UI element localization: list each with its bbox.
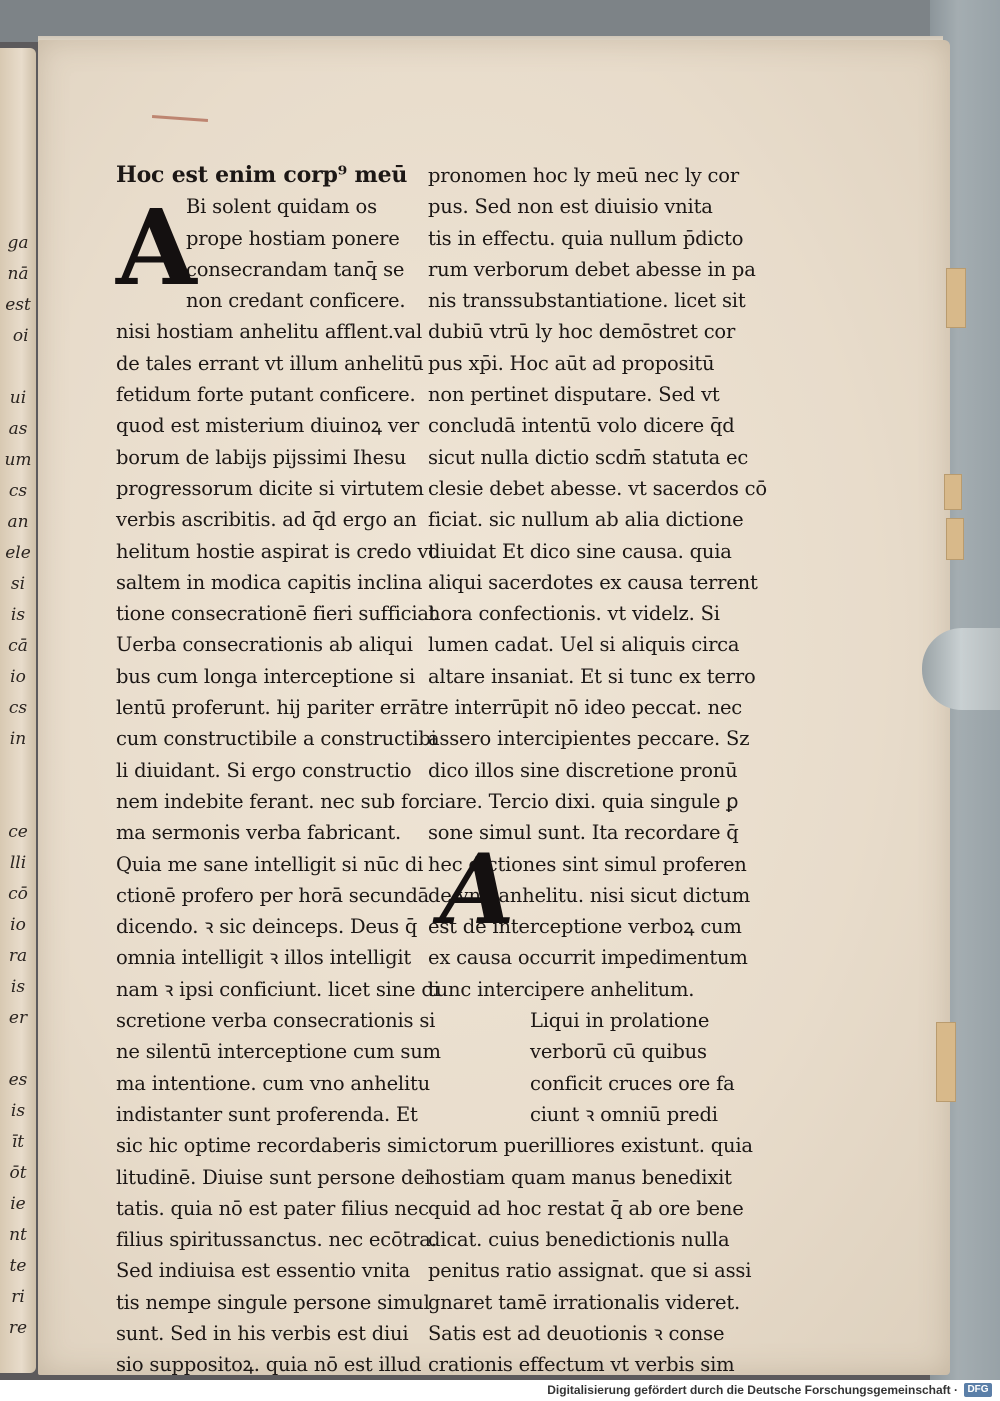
text-line: sio suppositoꝝ. quia nō est illud xyxy=(116,1353,422,1377)
decorated-initial: A xyxy=(116,186,197,309)
text-line: saltem in modica capitis inclina xyxy=(116,570,423,594)
text-line: li diuidant. Si ergo constructio xyxy=(116,758,412,782)
right-column-lines-bottom xyxy=(428,1005,753,1381)
text-line: tis nempe singule persone simul xyxy=(116,1290,430,1314)
text-line: indistanter sunt proferenda. Et xyxy=(116,1102,418,1126)
text-line: tione consecrationē fieri sufficiat xyxy=(116,602,437,626)
footer-bar xyxy=(0,1380,1000,1401)
right-column xyxy=(428,160,767,1381)
paper-tab xyxy=(936,1022,956,1102)
paper-tab xyxy=(944,474,962,510)
text-line: progressorum dicite si virtutem xyxy=(116,476,424,500)
text-line: ciunt ꝛ omniū predi xyxy=(530,1102,718,1126)
footer-credit: Digitalisierung gefördert durch die Deutsche Forschungsgemeinschaft · xyxy=(547,1383,958,1397)
text-line: assero intercipientes peccare. Sz xyxy=(428,727,750,751)
text-line: non credant conficere. xyxy=(186,289,406,313)
text-line: est de interceptione verboꝝ cum xyxy=(428,915,742,939)
text-line: verbis ascribitis. ad q̄d ergo an xyxy=(116,508,417,532)
text-line: pronomen hoc ly meū nec ly cor xyxy=(428,164,739,187)
text-line: ciare. Tercio dixi. quia singule ꝑ xyxy=(428,789,739,813)
text-line: ctorum puerilliores existunt. quia xyxy=(428,1134,753,1158)
text-line: litudinē. Diuise sunt persone dei xyxy=(116,1165,431,1189)
dfg-logo: DFG xyxy=(964,1383,992,1397)
text-line: prope hostiam ponere xyxy=(186,226,400,250)
text-line: nisi hostiam anhelitu afflent.val xyxy=(116,320,422,344)
text-line: diuidat Et dico sine causa. quia xyxy=(428,539,732,563)
text-line: tatis. quia nō est pater filius nec xyxy=(116,1196,429,1220)
text-line: tunc intercipere anhelitum. xyxy=(428,977,695,1001)
left-column-lines xyxy=(116,186,441,1380)
text-line: conficit cruces ore fa xyxy=(530,1071,735,1095)
text-line: dicendo. ꝛ sic deinceps. Deus q̄ xyxy=(116,915,418,939)
text-line: penitus ratio assignat. que si assi xyxy=(428,1259,752,1283)
text-line: pus. Sed non est diuisio vnita xyxy=(428,195,713,219)
left-column xyxy=(116,160,441,1381)
text-line: ficiat. sic nullum ab alia dictione xyxy=(428,508,744,532)
previous-page-edge xyxy=(0,48,36,1373)
text-line: ma sermonis verba fabricant. xyxy=(116,821,402,845)
text-line: gnaret tamē irrationalis videret. xyxy=(428,1290,741,1314)
text-line: Uerba consecrationis ab aliqui xyxy=(116,633,413,657)
text-line: borum de labijs pijssimi Ihesu xyxy=(116,445,407,469)
decorated-initial: A xyxy=(440,833,515,946)
text-line: bus cum longa interceptione si xyxy=(116,664,416,688)
text-line: crationis effectum vt verbis sim xyxy=(428,1353,735,1377)
text-line: dico illos sine discretione pronū xyxy=(428,758,738,782)
text-line: concludā intentū volo dicere q̄d xyxy=(428,414,735,438)
text-line: sicut nulla dictio scdm̄ statuta ec xyxy=(428,445,749,469)
text-line: scretione verba consecrationis si xyxy=(116,1009,436,1033)
text-line: filius spiritussanctus. nec ecōtra. xyxy=(116,1228,437,1252)
text-line: hec dictiones sint simul proferen xyxy=(428,852,747,876)
text-line: nis transsubstantiatione. licet sit xyxy=(428,289,746,313)
text-line: Liqui in prolatione xyxy=(530,1009,710,1033)
text-line: omnia intelligit ꝛ illos intelligit xyxy=(116,946,412,970)
text-line: hora confectionis. vt videlz. Si xyxy=(428,602,720,626)
text-line: de vno anhelitu. nisi sicut dictum xyxy=(428,883,751,907)
text-line: de tales errant vt illum anhelitū xyxy=(116,351,424,375)
text-line: aliqui sacerdotes ex causa terrent xyxy=(428,570,758,594)
text-line: quod est misterium diuinoꝝ ver xyxy=(116,414,420,438)
text-line: fetidum forte putant conficere. xyxy=(116,383,416,407)
text-line: nem indebite ferant. nec sub for xyxy=(116,789,429,813)
text-line: lentū proferunt. hij pariter errāt xyxy=(116,696,429,720)
text-line: tis in effectu. quia nullum p̄dicto xyxy=(428,226,744,250)
text-line: cum constructibile a constructibi xyxy=(116,727,437,751)
text-line: ma intentione. cum vno anhelitu xyxy=(116,1071,430,1095)
text-line: sic hic optime recordaberis simi xyxy=(116,1134,428,1158)
section-heading: Hoc est enim corp⁹ meū xyxy=(116,162,408,188)
text-line: ctionē profero per horā secundā xyxy=(116,883,430,907)
previous-page-letters: ga nā est oi ui as um cs an ele si is cā io cs in ce lli cō io ra is er es is īt ōt ie nt te ri re xyxy=(4,233,32,1338)
text-line: Sed indiuisa est essentio vnita xyxy=(116,1259,411,1283)
text-line: altare insaniat. Et si tunc ex terro xyxy=(428,664,756,688)
text-line: helitum hostie aspirat is credo vt xyxy=(116,539,436,563)
text-line: nam ꝛ ipsi conficiunt. licet sine di xyxy=(116,977,440,1001)
text-line: Quia me sane intelligit si nūc di xyxy=(116,852,424,876)
text-line: lumen cadat. Uel si aliquis circa xyxy=(428,633,740,657)
text-line: sunt. Sed in his verbis est diui xyxy=(116,1321,409,1345)
text-line: rum verborum debet abesse in pa xyxy=(428,257,756,281)
text-line: ne silentū interceptione cum sum xyxy=(116,1040,441,1064)
text-line: dubiū vtrū ly hoc demōstret cor xyxy=(428,320,736,344)
page-clip xyxy=(922,628,1000,710)
text-line: verborū cū quibus xyxy=(530,1040,707,1064)
text-line: sone simul sunt. Ita recordare q̄ xyxy=(428,821,739,845)
text-line: non pertinet disputare. Sed vt xyxy=(428,383,720,407)
paper-tab xyxy=(946,268,966,328)
text-line: clesie debet abesse. vt sacerdos cō xyxy=(428,476,767,500)
text-line: quid ad hoc restat q̄ ab ore bene xyxy=(428,1196,744,1220)
text-line: Bi solent quidam os xyxy=(186,195,377,219)
text-line: Satis est ad deuotionis ꝛ conse xyxy=(428,1321,725,1345)
text-line: consecrandam tanq̄ se xyxy=(186,257,405,281)
text-line: ex causa occurrit impedimentum xyxy=(428,946,748,970)
paper-tab xyxy=(946,518,964,560)
text-line: dicat. cuius benedictionis nulla xyxy=(428,1228,730,1252)
text-line: pus xp̄i. Hoc aūt ad propositū xyxy=(428,351,715,375)
text-line: re interrūpit nō ideo peccat. nec xyxy=(428,696,743,720)
text-line: hostiam quam manus benedixit xyxy=(428,1165,732,1189)
